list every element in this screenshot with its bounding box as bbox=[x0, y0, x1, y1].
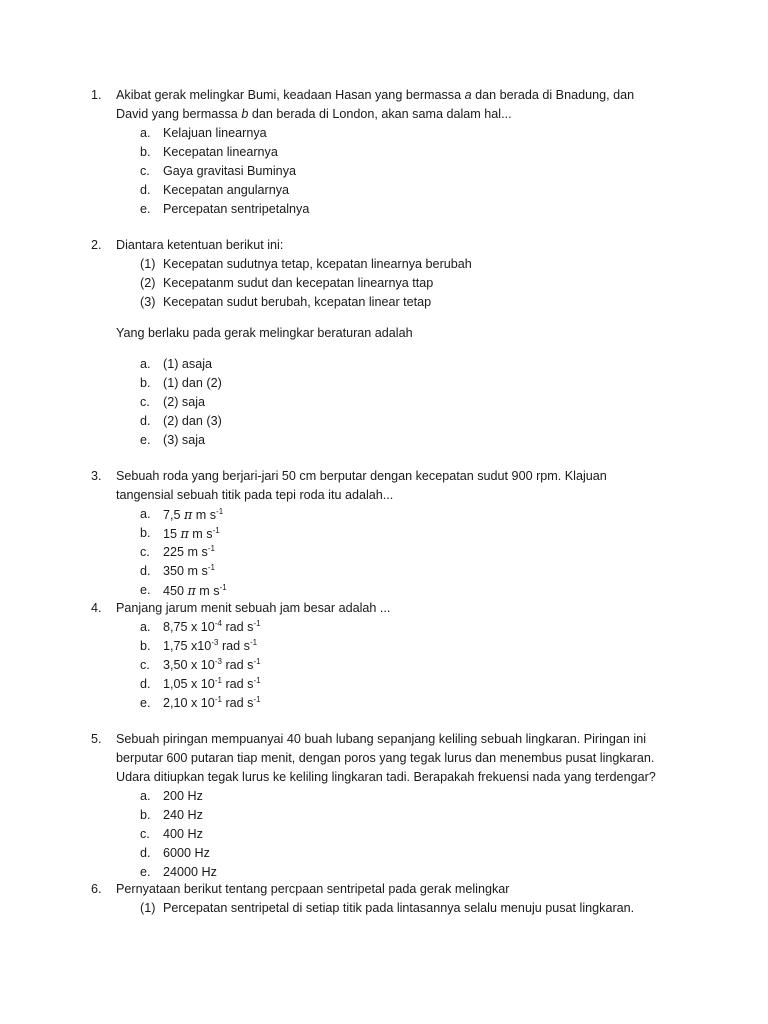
option-e: e. (3) saja bbox=[140, 433, 205, 447]
option-d: d. 1,05 x $10^{-1}$ rad $s^{-1}$ bbox=[140, 676, 261, 691]
question-4-line-1: 4. Panjang jarum menit sebuah jam besar adalah ... bbox=[91, 599, 691, 618]
option-a: a. 8,75 x $10^{-4}$ rad $s^{-1}$ bbox=[140, 619, 261, 634]
question-1-line-1: 1. Akibat gerak melingkar Bumi, keadaan Hasan yang bermassa a dan berada di Bnadung, dan bbox=[91, 86, 691, 105]
question-number: 6. bbox=[91, 882, 102, 896]
option-d: d. 350 m $s^{-1}$ bbox=[140, 563, 215, 578]
question-1-line-2: David yang bermassa b dan berada di London, akan sama dalam hal... bbox=[116, 107, 512, 121]
question-5-line-1: 5. Sebuah piringan mempuanyai 40 buah lubang sepanjang keliling sebuah lingkaran. Piringan ini bbox=[91, 730, 691, 749]
option-a: a. 7,5 π m $s^{-1}$ bbox=[140, 507, 224, 522]
question-5 bbox=[91, 730, 691, 882]
option-e: e. 2,10 x $10^{-1}$ rad $s^{-1}$ bbox=[140, 695, 261, 710]
question-number: 4. bbox=[91, 601, 102, 615]
option-c: c. 225 m $s^{-1}$ bbox=[140, 544, 215, 559]
pi-symbol: π bbox=[184, 507, 193, 522]
option-b: b. 1,75 $x10^{-3}$ rad $s^{-1}$ bbox=[140, 638, 258, 653]
question-number: 1. bbox=[91, 88, 102, 102]
question-3-line-2: tangensial sebuah titik pada tepi roda itu adalah... bbox=[116, 488, 394, 502]
pi-symbol: π bbox=[180, 526, 189, 541]
pi-symbol: π bbox=[187, 583, 196, 598]
question-4 bbox=[91, 599, 691, 713]
option-c: c. 3,50 x $10^{-3}$ rad $s^{-1}$ bbox=[140, 657, 261, 672]
option-b: b. 240 Hz bbox=[140, 808, 203, 822]
option-c: c. 400 Hz bbox=[140, 827, 203, 841]
option-c: c. (2) saja bbox=[140, 395, 205, 409]
question-number: 3. bbox=[91, 469, 102, 483]
question-2-prompt: Yang berlaku pada gerak melingkar beraturan adalah bbox=[116, 326, 413, 340]
option-d: d. 6000 Hz bbox=[140, 846, 210, 860]
option-d: d. Kecepatan angularnya bbox=[140, 183, 290, 197]
option-b: b. Kecepatan linearnya bbox=[140, 145, 278, 159]
option-e: e. 450 π m $s^{-1}$ bbox=[140, 583, 227, 598]
question-6-line-1: 6. Pernyataan berikut tentang percpaan sentripetal pada gerak melingkar bbox=[91, 880, 691, 899]
option-a: a. Kelajuan linearnya bbox=[140, 126, 267, 140]
question-3-line-1: 3. Sebuah roda yang berjari-jari 50 cm berputar dengan kecepatan sudut 900 rpm. Klajuan bbox=[91, 467, 691, 486]
option-e: e. 24000 Hz bbox=[140, 865, 217, 879]
statement-1: (1) Percepatan sentripetal di setiap titik pada lintasannya selalu menuju pusat lingkaran. bbox=[140, 901, 635, 915]
question-3 bbox=[91, 467, 691, 600]
question-2-line-1: 2. Diantara ketentuan berikut ini: bbox=[91, 236, 691, 255]
variable-b: b bbox=[241, 107, 249, 121]
statement-3: (3) Kecepatan sudut berubah, kcepatan linear tetap bbox=[140, 295, 432, 309]
question-6 bbox=[91, 880, 691, 918]
variable-a: a bbox=[464, 88, 472, 102]
question-5-line-2: berputar 600 putaran tiap menit, dengan poros yang tegak lurus dan menembus pusat lingkaran. bbox=[116, 751, 655, 765]
statement-2: (2) Kecepatanm sudut dan kecepatan linearnya ttap bbox=[140, 276, 434, 290]
question-2 bbox=[91, 236, 691, 450]
option-a: a. 200 Hz bbox=[140, 789, 203, 803]
option-b: b. 15 π m $s^{-1}$ bbox=[140, 526, 220, 541]
option-e: e. Percepatan sentripetalnya bbox=[140, 202, 310, 216]
option-a: a. (1) asaja bbox=[140, 357, 212, 371]
question-number: 5. bbox=[91, 732, 102, 746]
question-5-line-3: Udara ditiupkan tegak lurus ke keliling lingkaran tadi. Berapakah frekuensi nada yang terdengar? bbox=[116, 770, 656, 784]
statement-1: (1) Kecepatan sudutnya tetap, kcepatan linearnya berubah bbox=[140, 257, 472, 271]
option-d: d. (2) dan (3) bbox=[140, 414, 222, 428]
option-c: c. Gaya gravitasi Buminya bbox=[140, 164, 296, 178]
question-1 bbox=[91, 86, 691, 219]
option-b: b. (1) dan (2) bbox=[140, 376, 222, 390]
question-number: 2. bbox=[91, 238, 102, 252]
